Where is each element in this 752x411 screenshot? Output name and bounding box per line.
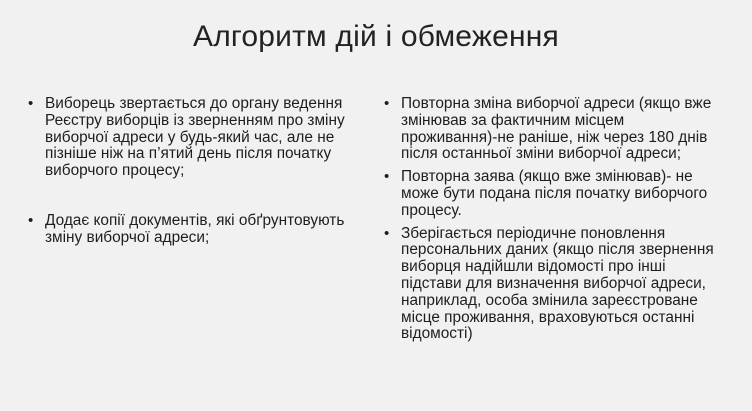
list-item-text: Повторна заява (якщо вже змінював)- не може бути подана після початку виборчого процесу. <box>401 168 708 219</box>
list-item-text: Додає копії документів, які обґрунтовують зміну виборчої адреси; <box>45 211 345 246</box>
left-column <box>28 96 346 247</box>
bullet-icon: • <box>384 168 390 186</box>
right-column <box>384 96 720 343</box>
list-item-text: Зберігається періодичне поновлення персональних даних (якщо після звернення виборця надійшли відомості про інші підстави для визначення виборчої адреси, наприклад, особа змінила зареєстроване місце проживання, враховуються останні відомості) <box>401 224 714 343</box>
left-bullet-list <box>28 96 346 247</box>
list-item <box>28 96 346 180</box>
bullet-icon: • <box>384 95 390 112</box>
bullet-icon: • <box>28 211 34 229</box>
list-item <box>384 226 720 344</box>
list-item-text: Виборець звертається до органу ведення Реєстру виборців із зверненням про зміну виборчої адреси у будь-який час, але не пізніше ніж на п’ятий день після початку виборчого процесу; <box>45 95 345 180</box>
right-bullet-list <box>384 96 720 343</box>
slide-title: Алгоритм дій і обмеження <box>192 20 559 53</box>
list-item <box>384 96 720 163</box>
list-item <box>384 169 720 219</box>
bullet-icon: • <box>384 224 390 242</box>
bullet-icon: • <box>28 95 34 112</box>
list-item-text: Повторна зміна виборчої адреси (якщо вже змінював за фактичним місцем проживання)-не раніше, ніж через 180 днів після останньої зміни виборчої адреси; <box>401 95 712 163</box>
list-item <box>28 213 346 247</box>
